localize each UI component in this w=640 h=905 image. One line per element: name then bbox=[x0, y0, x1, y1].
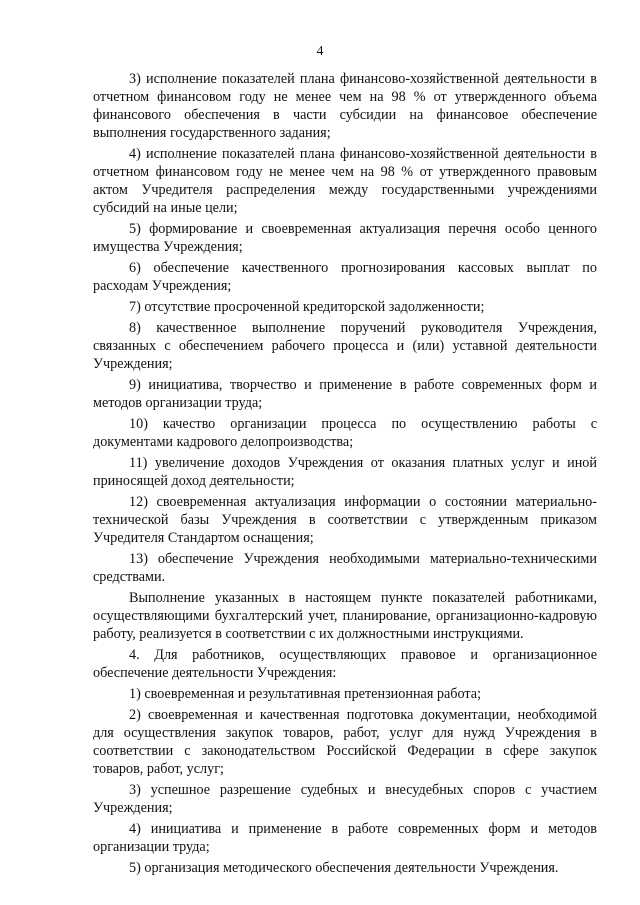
paragraph: 8) качественное выполнение поручений руководителя Учреждения, связанных с обеспечением рабочего процесса и (или) уставной деятельности Учреждения; bbox=[93, 320, 597, 372]
paragraph: 13) обеспечение Учреждения необходимыми материально-техническими средствами. bbox=[93, 551, 597, 585]
paragraph: 7) отсутствие просроченной кредиторской задолженности; bbox=[129, 299, 485, 315]
paragraph: 3) исполнение показателей плана финансово-хозяйственной деятельности в отчетном финансовом году не менее чем на 98 % от утвержденного объема финансового обеспечения в части субсидии на финансовое обеспечение выполнения государственного задания; bbox=[93, 71, 597, 141]
paragraph: Выполнение указанных в настоящем пункте показателей работниками, осуществляющими бухгалтерский учет, планирование, организационно-кадровую работу, реализуется в соответствии с их должностными инструкциями. bbox=[93, 590, 597, 642]
paragraph: 1) своевременная и результативная претензионная работа; bbox=[129, 686, 482, 702]
paragraph: 12) своевременная актуализация информации о состоянии материально-технической базы Учреждения в соответствии с утвержденным приказом Учредителя Стандартом оснащения; bbox=[93, 494, 597, 546]
section-heading: 4. Для работников, осуществляющих правовое и организационное обеспечение деятельности Учреждения: bbox=[93, 647, 597, 681]
paragraph: 2) своевременная и качественная подготовка документации, необходимой для осуществления закупок товаров, работ, услуг для нужд Учреждения в соответствии с законодательством Российской Федерации в сфере закупок товаров, работ, услуг; bbox=[93, 707, 597, 777]
paragraph: 4) исполнение показателей плана финансово-хозяйственной деятельности в отчетном финансовом году не менее чем на 98 % от утвержденного правовым актом Учредителя распределения между государственными учреждениями субсидий на иные цели; bbox=[93, 146, 597, 216]
paragraph: 10) качество организации процесса по осуществлению работы с документами кадрового делопроизводства; bbox=[93, 416, 597, 450]
paragraph: 11) увеличение доходов Учреждения от оказания платных услуг и иной приносящей доход деятельности; bbox=[93, 455, 597, 489]
paragraph: 5) формирование и своевременная актуализация перечня особо ценного имущества Учреждения; bbox=[93, 221, 597, 255]
paragraph: 6) обеспечение качественного прогнозирования кассовых выплат по расходам Учреждения; bbox=[93, 260, 597, 294]
paragraph: 9) инициатива, творчество и применение в работе современных форм и методов организации труда; bbox=[93, 377, 597, 411]
paragraph: 5) организация методического обеспечения деятельности Учреждения. bbox=[129, 860, 559, 876]
paragraph: 3) успешное разрешение судебных и внесудебных споров с участием Учреждения; bbox=[93, 782, 597, 816]
page-number: 4 bbox=[316, 44, 324, 59]
document-body bbox=[93, 70, 597, 877]
paragraph: 4) инициатива и применение в работе современных форм и методов организации труда; bbox=[93, 821, 597, 855]
